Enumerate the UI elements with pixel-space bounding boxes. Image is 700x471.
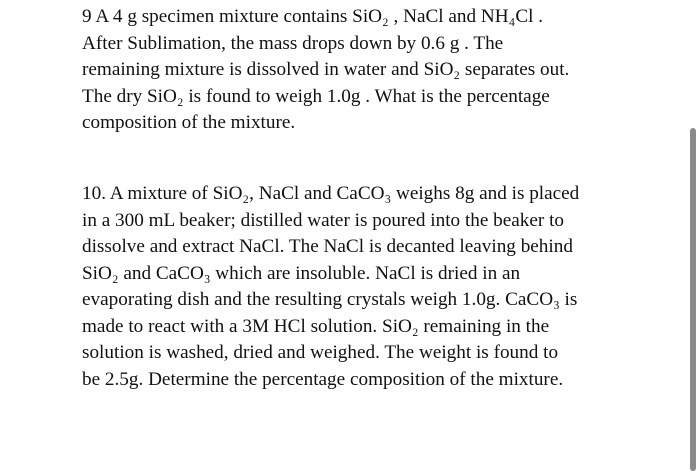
problem-10-line-5: evaporating dish and the resulting crystals weigh 1.0g. CaCO₃ is xyxy=(82,289,578,310)
problem-10 xyxy=(82,181,579,393)
problem-9-line-5: composition of the mixture. xyxy=(82,112,296,133)
problem-10-line-4: SiO₂ and CaCO₃ which are insoluble. NaCl is dried in an xyxy=(82,262,521,284)
problem-9-line-1: 9 A 4 g specimen mixture contains SiO₂ , NaCl and NH₄Cl . xyxy=(82,6,544,27)
problem-10-line-2: in a 300 mL beaker; distilled water is poured into the beaker to xyxy=(82,209,565,231)
problem-10-line-8: be 2.5g. Determine the percentage composition of the mixture. xyxy=(82,368,564,390)
problem-10-line-1: 10. A mixture of SiO₂, NaCl and CaCO₃ weighs 8g and is placed xyxy=(82,183,580,204)
problem-9-line-3: remaining mixture is dissolved in water and SiO₂ separates out. xyxy=(82,59,570,80)
scrollbar-thumb[interactable] xyxy=(690,128,696,471)
problem-9 xyxy=(82,4,569,137)
problem-10-line-7: solution is washed, dried and weighed. The weight is found to xyxy=(82,342,559,363)
problem-10-line-3: dissolve and extract NaCl. The NaCl is decanted leaving behind xyxy=(82,236,573,257)
problem-9-line-4: The dry SiO₂ is found to weigh 1.0g . What is the percentage xyxy=(82,85,550,107)
problem-10-line-6: made to react with a 3M HCl solution. SiO₂ remaining in the xyxy=(82,315,550,337)
problem-9-line-2: After Sublimation, the mass drops down by 0.6 g . The xyxy=(82,32,504,54)
